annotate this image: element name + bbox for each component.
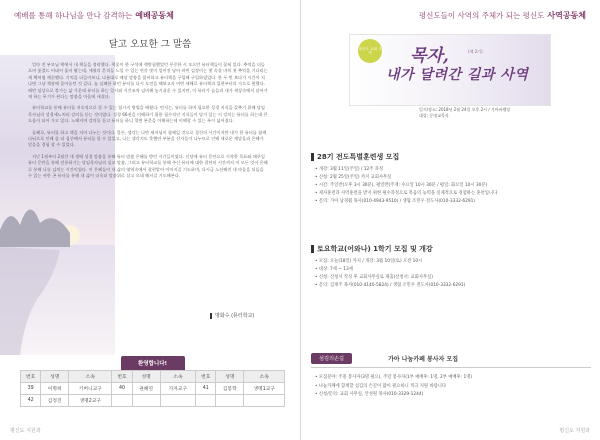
banner-title-line1: 목자,: [410, 46, 449, 66]
table-row: [21, 383, 285, 395]
welcome-table: [20, 370, 285, 407]
banner-subtitle: (제 2기): [468, 49, 483, 54]
table-header: 번호: [196, 371, 216, 383]
left-footer: 평신도 지원과: [10, 428, 41, 434]
table-cell: 가자교구: [160, 383, 196, 395]
table-header: 성명: [132, 371, 160, 383]
section-heading: [311, 152, 399, 162]
banner-title-line2: 내가 달려간 길과 사역: [386, 67, 529, 83]
table-row: [21, 395, 285, 407]
seminar-banner: [349, 34, 551, 106]
table-header-row: [21, 371, 285, 383]
list-item: • 문의: 가아 남경월 목사(010-4943-9510) / 생협 조민우 전도사(010-3332-6291): [315, 198, 595, 206]
list-item: • 문의: 김재주 목사(010-4140-5824) / 생협 조민우 전도사(010-3332-6291): [315, 282, 595, 290]
heading-bar-icon: [311, 153, 314, 161]
table-cell: 39: [21, 383, 41, 395]
table-header: 소속: [160, 371, 196, 383]
welcome-title: 환영합니다!: [121, 356, 185, 370]
list-item: • 제자훈련과 사역훈련을 받지 위한 필수과정으로 복음의 능력을 실제적으로 경험하는 훈련입니다: [315, 190, 595, 198]
table-cell: [160, 395, 196, 407]
table-cell: 생명1교구: [244, 383, 285, 395]
banner-info: [419, 107, 510, 119]
list-item: • 나눔카페에 함께할 섬김의 손길이 많이 필요하니 적극 지원 바랍니다: [315, 383, 591, 392]
table-cell: [244, 395, 285, 407]
table-cell: 김봉학: [216, 383, 244, 395]
article-paragraph: 뮤터학교를 통해 뮤터를 지속적으로 할 수 있는 힘가지 방법을 배웠다. 먼저는, 뮤터를 하며 필요한 성경 지식을 갖추기 위해 당임목사님의 성경세느처리 강의를 듣는 것이였다. 성경 66권을 이해하기 위한 필수적인 지식들이 담겨 있는 이 강의는 뮤터를 하는데 큰 도움이 되어 가고 있다. 노해지며 강의를 듣고 뮤터를 하니 혈면 본문을 이해하는데 이해할 수 있는 폭이 넓어졌다.: [28, 105, 268, 124]
right-header-title: 사역공동체: [547, 10, 586, 20]
table-cell: 김정진: [41, 395, 69, 407]
right-header-subtitle: 평신도들이 사역의 주체가 되는 평신도: [418, 10, 545, 20]
table-header: 소속: [69, 371, 112, 383]
recruit-list: [315, 374, 591, 400]
right-section-header: [301, 0, 600, 30]
section-list: [315, 258, 595, 290]
table-cell: 권혜연: [132, 383, 160, 395]
table-cell: [216, 395, 244, 407]
table-header: 성명: [216, 371, 244, 383]
volunteer-recruit-box: [311, 353, 591, 400]
list-item: • 신청: 2월 25일(주일) 까지 교회사무실: [315, 174, 595, 182]
table-cell: [132, 395, 160, 407]
recruit-tag: 섬김의손길: [311, 353, 352, 364]
section-title: 토요학교(어와나) 1학기 모집 및 개강: [317, 245, 433, 253]
article-author: 명화수 (뮤터학교): [210, 312, 254, 319]
section-list: [315, 166, 595, 206]
list-item: • 개강: 3월 11일(주일) / 12주 과정: [315, 166, 595, 174]
banner-info-line: 일시/장소: 2018년 2월 24일 오후 2시 / 가아바벨당: [419, 107, 511, 112]
table-header: 소속: [244, 371, 285, 383]
recruit-header: [311, 353, 591, 368]
table-cell: 이명희: [41, 383, 69, 395]
section-title: 28기 전도특별훈련생 모집: [317, 153, 400, 161]
table-cell: 41: [196, 383, 216, 395]
recruit-title: 가아 나눔카페 봉사자 모집: [388, 356, 459, 363]
left-header-title: 예배공동체: [135, 10, 174, 20]
list-item: • 모집분야: 주중 봉사자(3명 필요), 주말 봉사자(1부 예배후: 1명, 2부 예배후: 1명): [315, 374, 591, 383]
table-cell: 42: [21, 395, 41, 407]
banner-info-line: 대상: 동명교목자: [419, 113, 449, 118]
table-cell: [112, 395, 132, 407]
list-item: • 신청/문의: 교회 사무실, 안성원 목사(010-3329-1244): [315, 391, 591, 400]
list-item: • 모집: 오늘(18일) 까지 / 개강: 3월 10일(토) 오전 10시: [315, 258, 595, 266]
heading-bar-icon: [311, 245, 314, 253]
left-section-header: [0, 0, 300, 30]
right-page: [301, 0, 600, 440]
right-footer: 평신도 지원과: [559, 428, 590, 434]
table-cell: 생명2교구: [69, 395, 112, 407]
article-body: [28, 62, 268, 185]
section-heading: [311, 244, 433, 254]
article-title: 달고 오묘한 그 말씀: [108, 39, 192, 50]
list-item: • 대상: 7세 ~ 13세: [315, 266, 595, 274]
article-paragraph: 얼마 전 부모님 댁에서 내 책들을 정리했다. 책꽂이 한 구석에 책받침했었던 꾸중한 시 모으던 뮤터책들이 꽂혀 있다. 추억을 더듬으며 꽃겼드 어네어 훑어 봤는데, 세월의 흔적들 느낄 수 있는 연갓 빛이 얼어진 남아 바린 김정이는 몇 속살 마치 첫 추억을 기다리는 새 핵처럼 깨끗했다. 기억을 더듬어보니, 나름대로 매달 말씀을 읽어하고 뮤터책을 구입해 구입하였었다. 한 두 번 보다가 시간이 지나면 그냥 책장에 꽂아놓던 것 같다. 늘 실패한 하던 뮤터를 다시 도전을 해보고자 어번 새해로 뮤터책과 입편부터의 가으로 원했다. 매번 임상으로 불가는 삶 가운데 뮤터를 하는 일시와 시간조차 넘비해 놓기쉬운 수 있지만, 이 뮤터가 습들과 내가 세상속에서 살아가게 하는 무기가 된다는 말씀을 마음에 새겼다.: [28, 62, 268, 100]
article-paragraph: 지난 1월부터 2월간 내 생에 성경 말씀을 통해 뮤터 말씀 은혜를 받던 시간들이였다. 신당에 뮤터 문란으로 시작한 목표와 매주일 뮤터 문란을 통해 전통하기는 당임목사님의 실교 말씀, 그리고 뮤터학교를 통해 주신 뮤터에 대한 결단의 시간까지 이 모든 것이 은혜로 통해 나를 넘치는 시간이였다. 이 은혜들이 내 삶의 영역속에서 잘현알어 이어지길 기도하며, 다시금 노선해진 내 마음을 되돌을 수 있는 귀한 곤 뮤터를 통해 내 삶이 더욱더 말씀위로 살고 오네 해지길 기도해본다.: [28, 153, 268, 179]
article-paragraph: 둘째로, 뮤터를 하고 책을 지어 나누는 것이다. 물론, 생각는 나만 새서님이 함께일 것으로 경건의 시간이지만 내가 한 뮤터를 함께 나눠으로 인해 좀 더 집중해서 뮤터를 할 수 있었고, 나는 생각지도 못했던 부분을 신자들이 나누므로 인해 새로운 깨달음과 은혜가 얻을을 경험 할 수 있었다.: [28, 129, 267, 148]
list-item: • 시간: 주일반(오후 3시 30분), 평일반(주재: 수요일 10시 30분 / 평일: 화요일 10시 30분): [315, 182, 595, 190]
left-header-subtitle: 예배를 통해 하나님을 만나 감격하는: [14, 10, 133, 20]
table-header: 번호: [21, 371, 41, 383]
table-cell: 40: [112, 383, 132, 395]
banner-badge: 평신도 교회 사역: [358, 39, 382, 63]
list-item: • 신청: 신청서 작성 후 교회사무실로 제출(신청서: 교회사무실): [315, 274, 595, 282]
welcome-section: [20, 356, 285, 407]
table-cell: [196, 395, 216, 407]
table-cell: 기버니교구: [69, 383, 112, 395]
table-header: 번호: [112, 371, 132, 383]
table-header: 성명: [41, 371, 69, 383]
